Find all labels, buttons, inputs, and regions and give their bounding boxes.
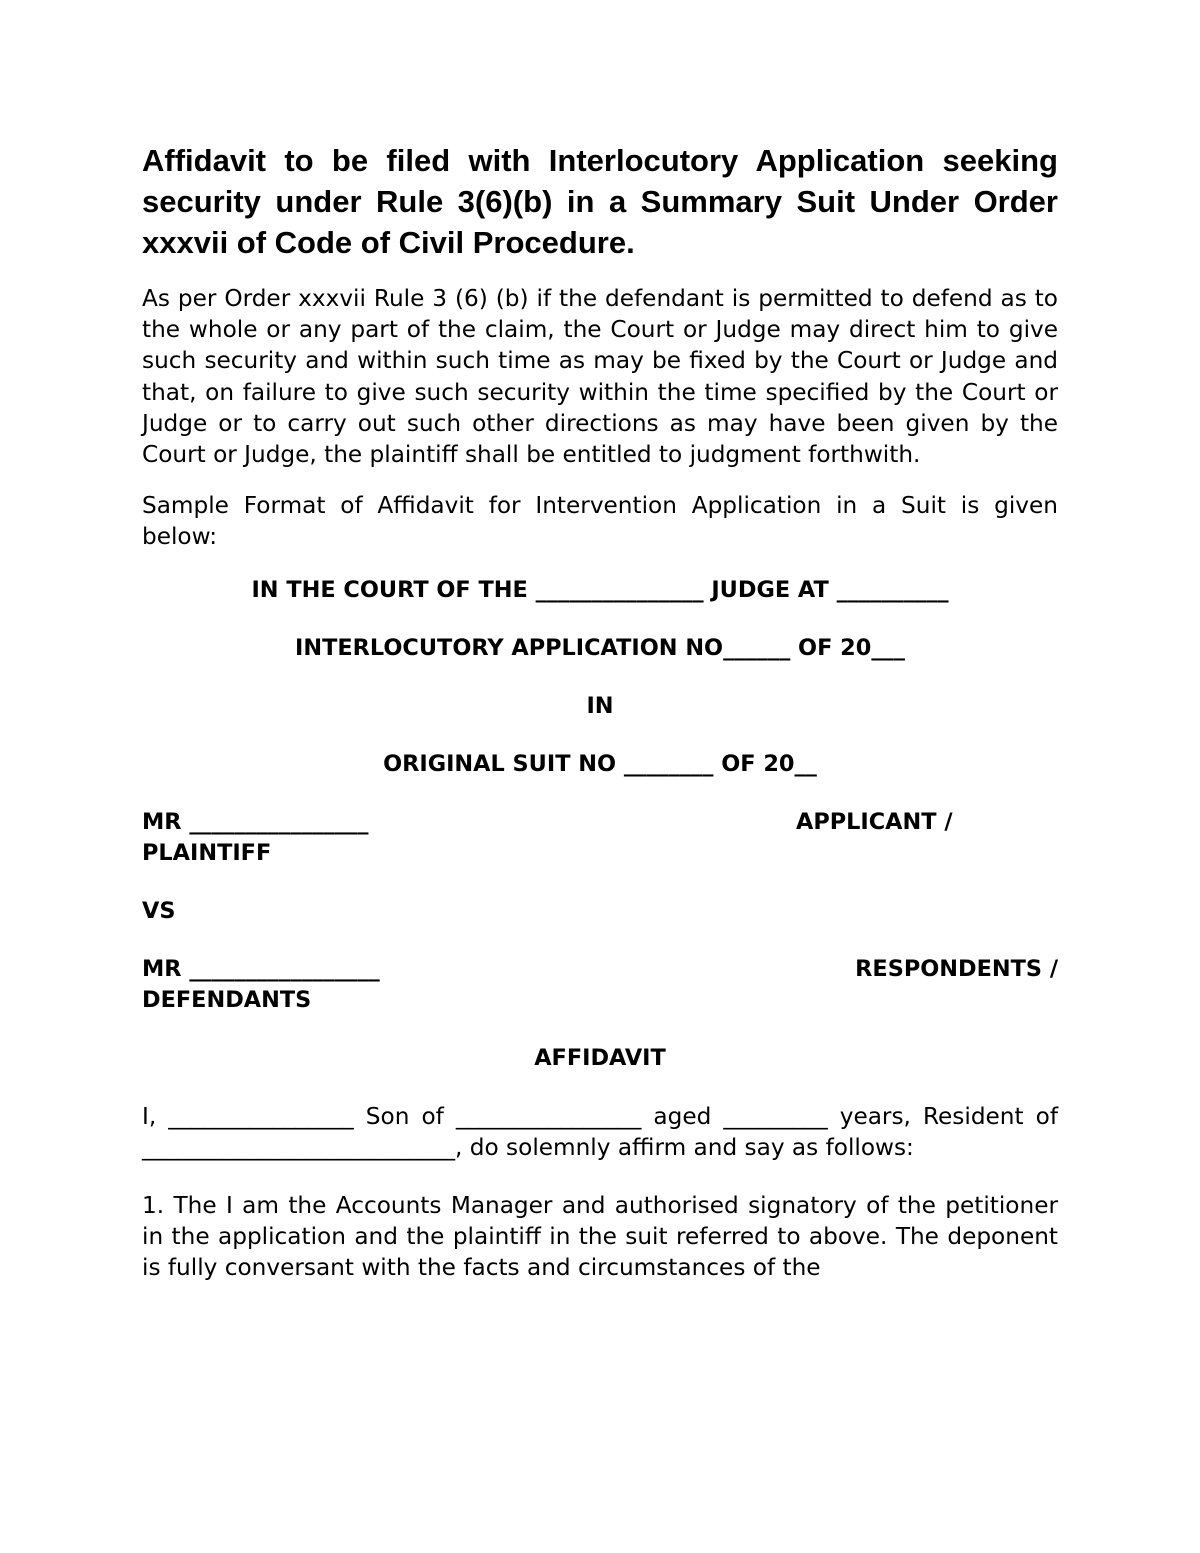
in-heading: IN: [586, 692, 614, 719]
respondent-name: MR _________________: [142, 955, 380, 982]
document-page: [142, 140, 1058, 1284]
sample-format-paragraph: Sample Format of Affidavit for Intervention Application in a Suit is given below:: [142, 492, 1058, 551]
versus-label: VS: [142, 897, 176, 924]
document-title: Affidavit to be filed with Interlocutory Application seeking security under Rule 3(6)(b) in a Summary Suit Under Order xxxvii of Code of Civil Procedure.: [142, 143, 1058, 260]
applicant-party-block: [142, 807, 1058, 869]
plaintiff-label: PLAINTIFF: [142, 839, 272, 866]
affidavit-heading: AFFIDAVIT: [534, 1044, 666, 1071]
defendants-label: DEFENDANTS: [142, 986, 312, 1013]
applicant-role: APPLICANT /: [796, 808, 953, 835]
applicant-name: MR ________________: [142, 808, 369, 835]
deponent-paragraph: I, ________________ Son of ________________ aged _________ years, Resident of ___________________________, do solemnly affirm and say as follows:: [142, 1102, 1058, 1161]
paragraph-1: 1. The I am the Accounts Manager and authorised signatory of the petitioner in the application and the plaintiff in the suit referred to above. The deponent is fully conversant with the facts and circumstances of the: [142, 1192, 1058, 1282]
court-heading: IN THE COURT OF THE _______________ JUDGE AT __________: [251, 576, 949, 603]
interlocutory-application-heading: INTERLOCUTORY APPLICATION NO______ OF 20___: [295, 634, 905, 661]
respondent-party-block: [142, 954, 1058, 1016]
respondent-role: RESPONDENTS /: [855, 955, 1058, 982]
intro-paragraph: As per Order xxxvii Rule 3 (6) (b) if the defendant is permitted to defend as to the whole or any part of the claim, the Court or Judge may direct him to give such security and within such time as may be fixed by the Court or Judge and that, on failure to give such security within the time specified by the Court or Judge or to carry out such other directions as may have been given by the Court or Judge, the plaintiff shall be entitled to judgment forthwith.: [142, 285, 1058, 469]
original-suit-heading: ORIGINAL SUIT NO ________ OF 20__: [383, 750, 817, 777]
